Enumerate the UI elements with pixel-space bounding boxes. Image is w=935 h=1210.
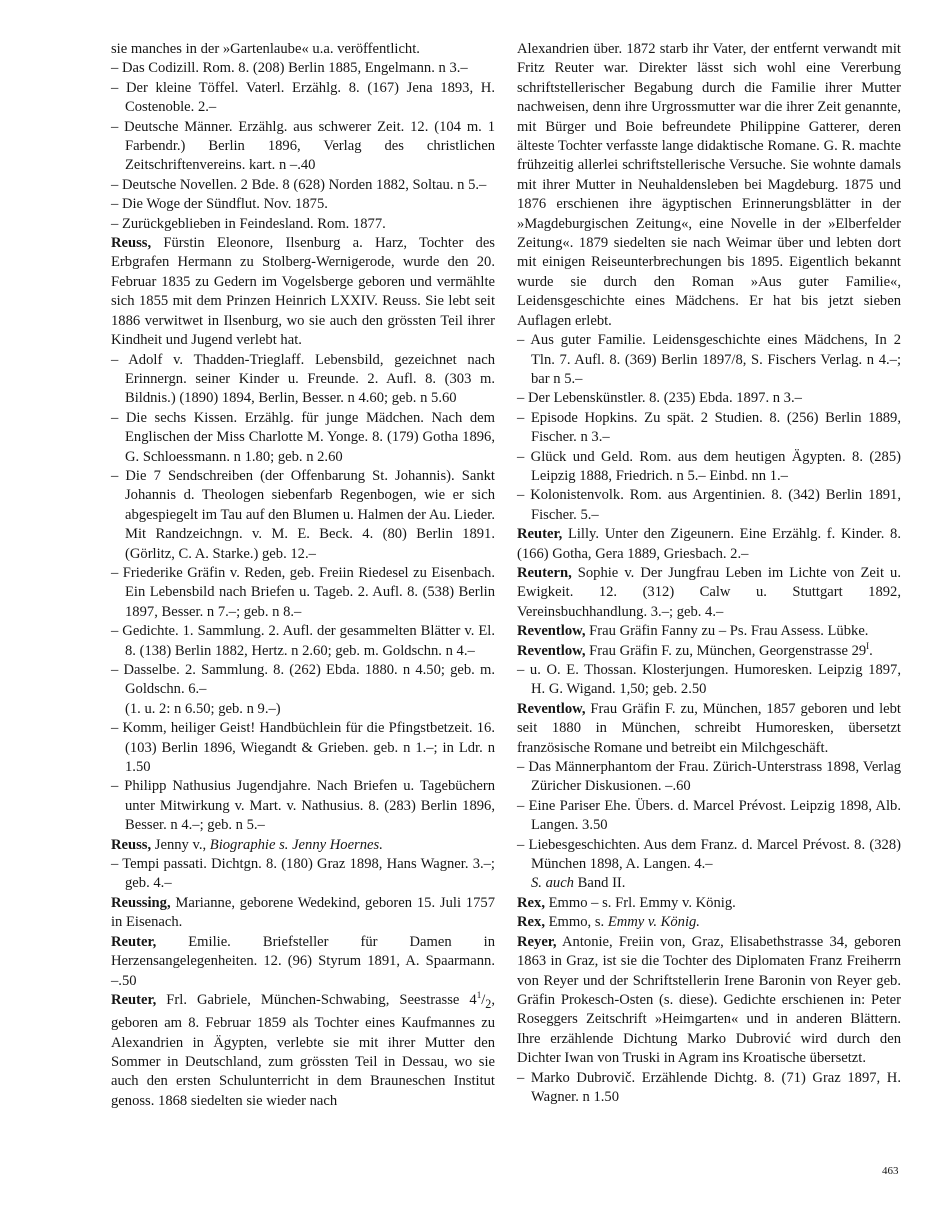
author-entry (517, 622, 901, 641)
price-note: (1. u. 2: n 6.50; geb. n 9.–) (125, 700, 281, 717)
work-item: – Marko Dubrovič. Erzählende Dichtg. 8. (71) Graz 1897, H. Wagner. n 1.50 (517, 1069, 901, 1105)
author-name: Reuter, (111, 933, 157, 950)
right-column (517, 40, 901, 1107)
work-item: – Das Codizill. Rom. 8. (208) Berlin 1885, Engelmann. n 3.– (111, 60, 468, 77)
work-item: – Liebesgeschichten. Aus dem Franz. d. Marcel Prévost. 8. (328) München 1898, A. Langen. 4.– (517, 836, 901, 873)
work-item: – Aus guter Familie. Leidensgeschichte eines Mädchens, In 2 Tln. 7. Aufl. 8. (369) Berlin 1897/8, S. Fischers Verlag. n 4.–; bar n 5.– (517, 332, 901, 387)
entry-text: Jenny v., (151, 836, 210, 853)
continuation-text: sie manches in der »Gartenlaube« u.a. veröffentlicht. (111, 41, 420, 57)
author-name: Reussing, (111, 894, 171, 911)
author-name: Reutern, (517, 564, 572, 581)
work-item: – Zurückgeblieben in Feindesland. Rom. 1877. (111, 215, 386, 232)
author-name: Reventlow, (517, 700, 586, 717)
see-also-label: S. auch (531, 875, 574, 892)
entry-text: Frau Gräfin Fanny zu – Ps. Frau Assess. Lübke. (585, 623, 869, 640)
author-entry (517, 564, 901, 622)
see-also-note (517, 874, 901, 893)
subscript: 2 (485, 996, 492, 1011)
entry-text: Marianne, geborene Wedekind, geboren 15. Juli 1757 in Eisenach. (111, 894, 495, 931)
work-item: – Die sechs Kissen. Erzählg. für junge Mädchen. Nach dem Englischen der Miss Charlotte M. Yonge. 8. (179) Gotha 1896, G. Schloessmann. n 1.80; geb. n 2.60 (111, 409, 495, 465)
author-name: Reuter, (517, 526, 563, 543)
work-item: – Adolf v. Thadden-Trieglaff. Lebensbild, gezeichnet nach Erinnergn. seiner Kinder u. Freunde. 2. Aufl. 8. (303 m. Bildnis.) (1890) 1894, Berlin, Besser. n 4.60; geb. n 5.60 (111, 351, 495, 407)
author-name: Reuss, (111, 836, 152, 853)
author-name: Rex, (517, 914, 545, 931)
work-item: – Der kleine Töffel. Vaterl. Erzählg. 8. (167) Jena 1893, H. Costenoble. 2.– (111, 79, 495, 116)
work-item: – Die 7 Sendschreiben (der Offenbarung St. Johannis). Sankt Johannis d. Theologen siebenfarb Regenbogen, wie er sich abgespiegelt im Tau auf den Blumen u. Halmen der Au. Lieder. Mit Randzeichngn. v. M. E. Beck. 4. (80) Berlin 1891. (Görlitz, C. A. Starke.) geb. 12.– (111, 467, 495, 562)
author-name: Reyer, (517, 933, 557, 950)
author-name: Reventlow, (517, 623, 586, 640)
left-column (111, 40, 495, 1111)
work-item: – Dasselbe. 2. Sammlung. 8. (262) Ebda. 1880. n 4.50; geb. m. Goldschn. 6.– (111, 662, 495, 698)
work-item: – Der Lebenskünstler. 8. (235) Ebda. 1897. n 3.– (517, 390, 802, 407)
cross-reference: Emmy v. König. (607, 914, 700, 931)
superscript: I (866, 640, 870, 651)
author-entry (517, 642, 901, 661)
entry-text: Frau Gräfin F. zu, München, Georgenstrasse 29 (585, 642, 867, 659)
work-item: – Glück und Geld. Rom. aus dem heutigen Ägypten. 8. (285) Leipzig 1888, Friedrich. n 5.– Einbd. nn 1.– (517, 448, 901, 484)
author-name: Reuss, (111, 235, 152, 252)
author-name: Reventlow, (517, 642, 586, 659)
entry-text: Fürstin Eleonore, Ilsenburg a. Harz, Tochter des Erbgrafen Hermann zu Stolberg-Wernigerode, wurde den 20. Februar 1835 zu Gedern im Vogelsberge geboren und vermählte sich 1855 mit dem Prinzen Heinrich LXXIV. Reuss. Sie lebt seit 1886 verwitwet in Ilsenburg, wo sie auch den grössten Teil ihrer Kindheit und Jugend verlebt hat. (111, 235, 495, 349)
work-item: – Gedichte. 1. Sammlung. 2. Aufl. der gesammelten Blätter v. El. 8. (138) Berlin 1882, Hertz. n 2.60; geb. m. Goldschn. n 4.– (111, 623, 495, 659)
author-entry (111, 836, 495, 855)
entry-text-cont: . (869, 642, 873, 659)
entry-text: Lilly. Unter den Zigeunern. Eine Erzählg. f. Kinder. 8. (166) Gotha, Gera 1889, Griesbach. 2.– (517, 526, 901, 562)
entry-text: Emmo, s. (544, 914, 608, 931)
fraction-slash: / (481, 991, 486, 1008)
entry-text: Antonie, Freiin von, Graz, Elisabethstrasse 34, geboren 1863 in Graz, ist sie die Tochter des Diplomaten Franz Freiherrn von Reyer und der Schriftstellerin Irene Baronin von Reyer geb. Gräfin Prokesch-Osten (s. diese). Gedichte erschienen in: Peter Roseggers Zeitschrift »Heimgarten« und in anderen Blättern. Ihre erzählende Dichtung Marko Dubrović wird durch den Dichter Iwan von Truski in Agram ins Kroatische übersetzt. (517, 933, 901, 1067)
work-item: – Philipp Nathusius Jugendjahre. Nach Briefen u. Tagebüchern unter Mitwirkung v. Mart. v. Nathusius. 8. (283) Berlin 1896, Besser. n 4.–; geb. n 5.– (111, 778, 495, 834)
work-item: – Das Männerphantom der Frau. Zürich-Unterstrass 1898, Verlag Züricher Diskusionen. –.60 (517, 759, 901, 795)
work-item: – Episode Hopkins. Zu spät. 2 Studien. 8. (256) Berlin 1889, Fischer. n 3.– (517, 409, 901, 446)
continuation-text: Alexandrien über. 1872 starb ihr Vater, der entfernt verwandt mit Fritz Reuter war. Direkter lässt sich wohl eine Vererbung schriftstellerischer Begabung durch die Familie ihrer Mutter nachweisen, denn ihre Urgrossmutter war die ihrer Zeit genannte, mit Bürger und Boie befreundete Philippine Gatterer, deren älteste Tochter verfasste lange didaktische Romane. G. R. machte frühzeitig allerlei schriftstellerische Versuche. Sie wohnte damals mit ihrer Mutter in Neuhaldensleben bei Magdeburg. 1875 und 1876 erschienen ihre ägyptischen Erinnerungsblätter in der »Magdeburgischen Zeitung«, eine Novelle in der »Elberfelder Zeitung«. 1879 siedelten sie nach Weimar über und lebten dort mit einigen Reiseunterbrechungen bis 1895. Eigentlich bekannt wurde sie durch den Roman »Aus guter Familie«, Leidensgeschichte eines Mädchens. Er hat bis jetzt sieben Auflagen erlebt. (517, 41, 901, 329)
work-item: – Deutsche Novellen. 2 Bde. 8 (628) Norden 1882, Soltau. n 5.– (111, 176, 487, 193)
author-entry (111, 894, 495, 933)
entry-text-cont: , geboren am 8. Februar 1859 als Tochter eines Kaufmannes zu Alexandrien in Ägypten, verlebte sie mit ihrer Mutter den Sommer in Deutschland, zum grössten Teil in Dessau, wo sie auch den ersten Schulunterricht in dem Brauneschen Institut genoss. 1868 siedelten sie wieder nach (111, 991, 495, 1109)
author-name: Reuter, (111, 991, 157, 1008)
entry-text: Sophie v. Der Jungfrau Leben im Lichte von Zeit u. Ewigkeit. 12. (312) Calw u. Stuttgart 1892, Vereinsbuchhandlung. 3.–; geb. 4.– (517, 564, 901, 620)
work-item: – Eine Pariser Ehe. Übers. d. Marcel Prévost. Leipzig 1898, Alb. Langen. 3.50 (517, 797, 901, 834)
author-entry (517, 525, 901, 564)
work-item: – Deutsche Männer. Erzählg. aus schwerer Zeit. 12. (104 m. 1 Farbendr.) Berlin 1896, Verlag des christlichen Zeitschriftenvereins. kart. n –.40 (111, 118, 495, 174)
author-entry (517, 913, 901, 932)
author-entry (517, 933, 901, 1069)
entry-text: Frl. Gabriele, München-Schwabing, Seestrasse 4 (156, 991, 477, 1008)
work-item: – Kolonistenvolk. Rom. aus Argentinien. 8. (342) Berlin 1891, Fischer. 5.– (517, 487, 901, 523)
work-item: – Friederike Gräfin v. Reden, geb. Freiin Riedesel zu Eisenbach. Ein Lebensbild nach Briefen u. Tageb. 2. Aufl. 8. (538) Berlin 1897, Besser. n 7.–; geb. n 8.– (111, 564, 495, 620)
cross-reference: Biographie s. Jenny Hoernes. (209, 836, 383, 853)
see-also-text: Band II. (573, 875, 626, 892)
work-item: – Komm, heiliger Geist! Handbüchlein für die Pfingstbetzeit. 16. (103) Berlin 1896, Wiegandt & Grieben. geb. n 1.–; in Ldr. n 1.50 (111, 720, 495, 776)
author-entry (111, 933, 495, 991)
entry-text: Emmo – s. Frl. Emmy v. König. (544, 894, 736, 911)
work-item: – u. O. E. Thossan. Klosterjungen. Humoresken. Leipzig 1897, H. G. Wigand. 1,50; geb. 2.50 (517, 662, 901, 698)
author-entry (111, 991, 495, 1111)
author-entry (517, 894, 901, 913)
author-name: Rex, (517, 894, 545, 911)
entry-text: Frau Gräfin F. zu, München, 1857 geboren und lebt seit 1880 in München, schreibt Humoresken, übersetzt französische Romane und betreibt ein Milchgeschäft. (517, 700, 901, 756)
work-item: – Die Woge der Sündflut. Nov. 1875. (111, 196, 328, 213)
author-entry (517, 700, 901, 758)
author-entry (111, 234, 495, 350)
superscript: 1 (476, 990, 482, 1001)
entry-text: Emilie. Briefsteller für Damen in Herzensangelegenheiten. 12. (96) Styrum 1891, A. Spaarmann. –.50 (111, 933, 495, 989)
work-item: – Tempi passati. Dichtgn. 8. (180) Graz 1898, Hans Wagner. 3.–; geb. 4.– (111, 856, 495, 892)
page-number: 463 (882, 1165, 899, 1177)
